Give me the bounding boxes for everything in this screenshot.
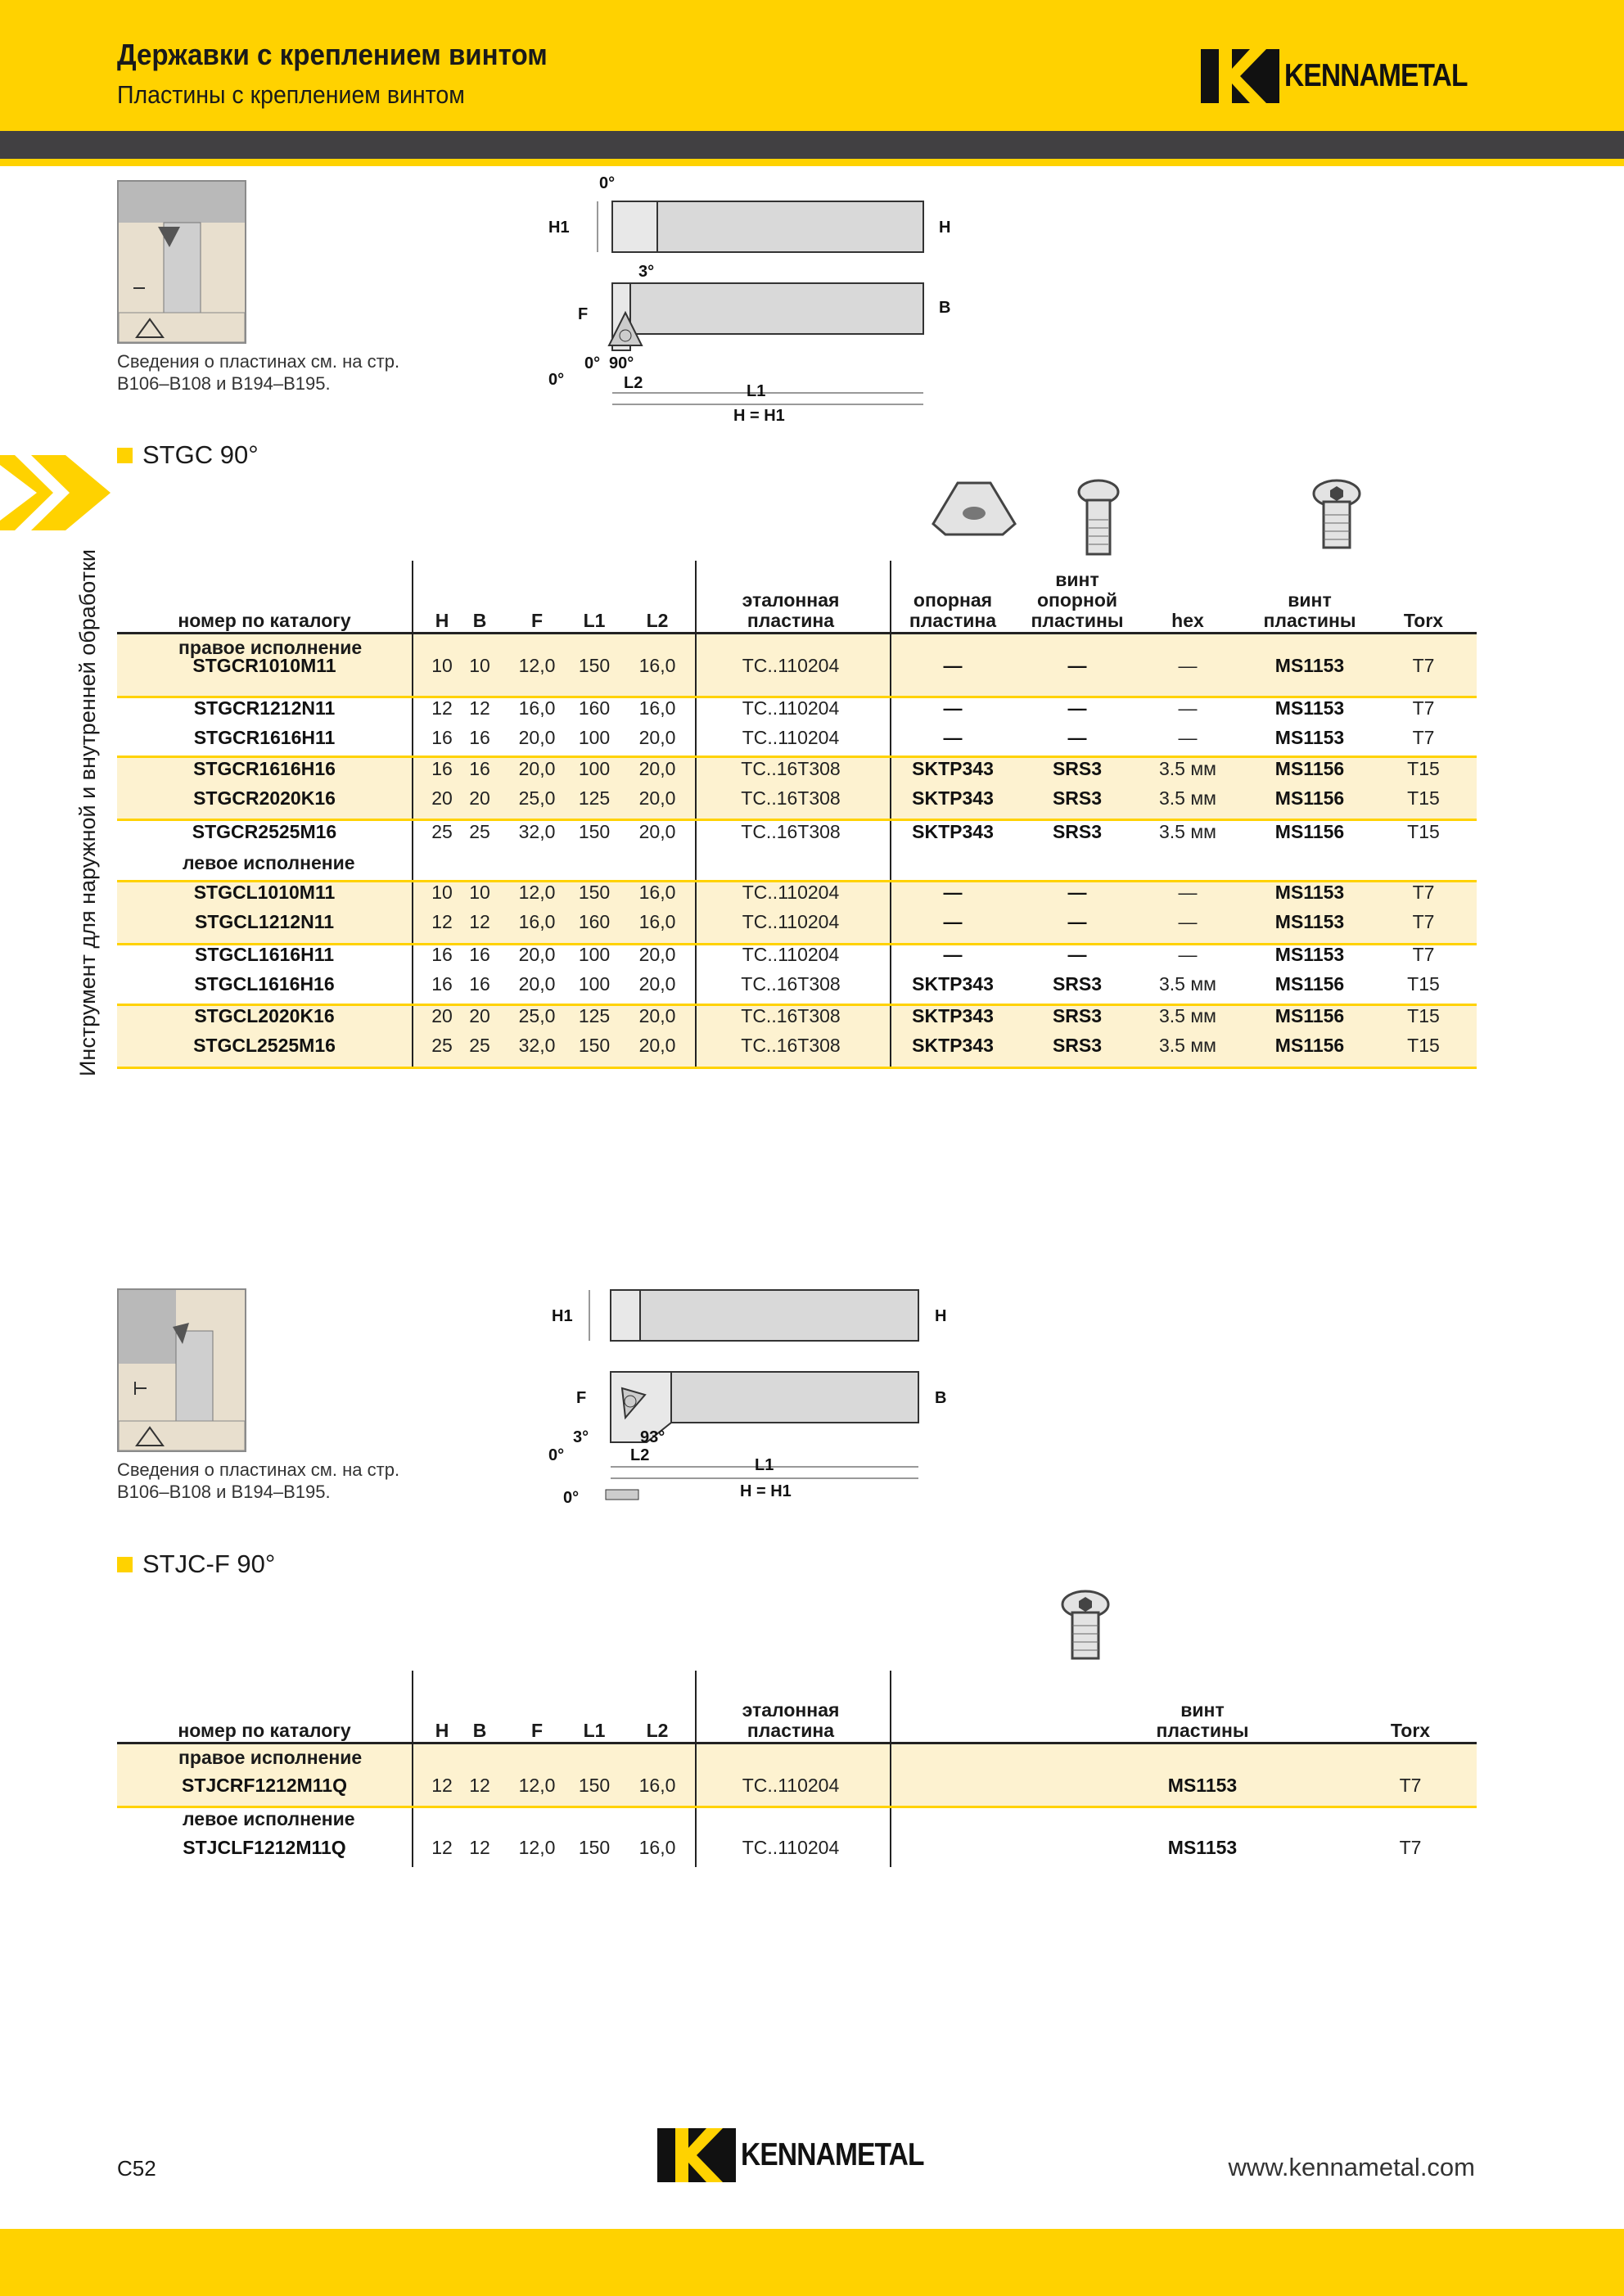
table-cell: TC..110204 — [742, 727, 840, 748]
table-cell: TC..16T308 — [741, 787, 841, 809]
col-header-f: F — [530, 1720, 544, 1741]
table-cell: 16,0 — [638, 655, 676, 676]
table-cell: 125 — [578, 1005, 611, 1026]
insert-screw-icon — [1310, 479, 1364, 561]
table-cell: TC..16T308 — [741, 821, 841, 842]
table-cell: TC..110204 — [742, 1837, 840, 1858]
diag2-l1-label: L1 — [755, 1456, 774, 1474]
page-subtitle: Пластины с креплением винтом — [117, 80, 465, 109]
row-sep — [117, 1067, 1477, 1069]
table-cell: 20,0 — [518, 758, 556, 779]
table-cell: T15 — [1407, 758, 1440, 779]
table-cell: SKTP343 — [912, 973, 994, 995]
table-cell: MS1153 — [1167, 1837, 1238, 1858]
col-header-h: H — [435, 1720, 449, 1741]
diag2-h-eq-label: H = H1 — [740, 1482, 792, 1500]
table-cell: — — [943, 911, 963, 932]
catalog-number-cell: STGCR2525M16 — [192, 821, 337, 842]
table-cell: T7 — [1399, 1837, 1422, 1858]
catalog-number-cell: STGCR1212N11 — [193, 697, 336, 719]
header-rule — [117, 1742, 1477, 1744]
table-cell: 150 — [578, 1035, 611, 1056]
yellow-square-icon — [117, 448, 133, 463]
table-cell: MS1156 — [1274, 821, 1345, 842]
col-header-shim-screw-1: винт — [1055, 569, 1099, 590]
table-cell: 16 — [469, 944, 490, 965]
diag1-h1-label: H1 — [548, 219, 570, 237]
section-chevron-icon — [0, 455, 111, 530]
table-cell: SKTP343 — [912, 787, 994, 809]
col-header-h: H — [435, 610, 449, 631]
table-cell: T15 — [1407, 973, 1440, 995]
table-cell: 16,0 — [638, 1775, 676, 1796]
table-cell: SKTP343 — [912, 821, 994, 842]
table-cell: 160 — [578, 911, 611, 932]
header-yellow-rule — [0, 159, 1624, 166]
table-cell: TC..110204 — [742, 697, 840, 719]
table-cell: 100 — [578, 973, 611, 995]
table-cell: 3.5 мм — [1159, 787, 1216, 809]
insert-info-caption-1: Сведения о пластинах см. на стр. B106–B108 и B194–B195. — [117, 351, 400, 394]
stjc-table — [117, 1667, 1477, 1866]
diag1-angle-0b: 0° — [548, 371, 565, 389]
holder-photo-1 — [117, 180, 246, 344]
col-header-catalog: номер по каталогу — [178, 1720, 351, 1741]
table-cell: SRS3 — [1052, 1005, 1103, 1026]
table-cell: MS1156 — [1274, 787, 1345, 809]
page-number: C52 — [117, 2156, 156, 2181]
diag2-f-label: F — [576, 1389, 587, 1407]
diag2-b-label: B — [935, 1389, 947, 1407]
page-header — [0, 0, 1624, 131]
table-cell: — — [1067, 882, 1087, 903]
table-cell: 16 — [431, 973, 453, 995]
table-cell: T15 — [1407, 821, 1440, 842]
holder-drawing-2 — [540, 1282, 966, 1527]
table-cell: 10 — [431, 882, 453, 903]
diag2-h1-label: H1 — [552, 1307, 573, 1325]
shim-screw-icon — [1074, 479, 1123, 561]
insert-info-caption-2: Сведения о пластинах см. на стр. B106–B108 и B194–B195. — [117, 1459, 400, 1502]
col-header-insert-1: эталонная — [742, 1699, 840, 1721]
website-link[interactable]: www.kennametal.com — [1228, 2153, 1475, 2181]
table-cell: 12 — [469, 911, 490, 932]
table-cell: 25 — [431, 821, 453, 842]
diag2-l2-label: L2 — [630, 1446, 650, 1464]
table-cell: 16,0 — [638, 911, 676, 932]
table-cell: TC..110204 — [742, 1775, 840, 1796]
table-cell: T7 — [1399, 1775, 1422, 1796]
table-cell: MS1153 — [1167, 1775, 1238, 1796]
col-header-torx: Torx — [1390, 1720, 1431, 1741]
table-cell: 20,0 — [638, 758, 676, 779]
diag2-h-label: H — [935, 1307, 947, 1325]
col-divider-1 — [412, 561, 413, 1068]
catalog-number-cell: STGCR1616H11 — [193, 727, 336, 748]
table-cell: 20,0 — [518, 727, 556, 748]
table-cell: 12,0 — [518, 1775, 556, 1796]
table-cell: 12 — [469, 1837, 490, 1858]
col-header-hex: hex — [1171, 610, 1204, 631]
catalog-number-cell: STGCL1010M11 — [193, 882, 336, 903]
diag1-angle-0a: 0° — [584, 354, 601, 372]
table-cell: — — [1178, 944, 1198, 965]
table-cell: TC..16T308 — [741, 758, 841, 779]
diag1-angle-3: 3° — [638, 263, 655, 281]
group-right-label: правое исполнение — [178, 637, 363, 658]
table-cell: T15 — [1407, 1035, 1440, 1056]
catalog-number-cell: STGCL2525M16 — [193, 1035, 336, 1056]
table-cell: 10 — [469, 882, 490, 903]
table-cell: TC..16T308 — [741, 1035, 841, 1056]
table-cell: T7 — [1412, 944, 1435, 965]
table-cell: TC..16T308 — [741, 1005, 841, 1026]
table-cell: MS1153 — [1274, 655, 1345, 676]
col-header-l2: L2 — [646, 1720, 669, 1741]
col-header-l1: L1 — [583, 1720, 606, 1741]
table-cell: MS1156 — [1274, 973, 1345, 995]
table-cell: 12 — [431, 911, 453, 932]
table-cell: 32,0 — [518, 821, 556, 842]
col-header-f: F — [530, 610, 544, 631]
kennametal-k-icon — [1201, 49, 1279, 103]
kennametal-k-icon — [657, 2128, 736, 2182]
col-header-shim-2: пластина — [909, 610, 997, 631]
table-cell: — — [943, 882, 963, 903]
table-cell: TC..110204 — [742, 655, 840, 676]
header-dark-bar — [0, 131, 1624, 159]
shim-insert-icon — [925, 479, 1022, 538]
table-cell: MS1156 — [1274, 1035, 1345, 1056]
table-cell: — — [1178, 882, 1198, 903]
table-cell: 3.5 мм — [1159, 1035, 1216, 1056]
table-cell: MS1156 — [1274, 1005, 1345, 1026]
table-cell: 25,0 — [518, 787, 556, 809]
table-cell: 20,0 — [638, 973, 676, 995]
table-cell: 32,0 — [518, 1035, 556, 1056]
col-header-l2: L2 — [646, 610, 669, 631]
table-cell: 20,0 — [638, 1035, 676, 1056]
table-cell: 3.5 мм — [1159, 973, 1216, 995]
col-header-screw-1: винт — [1288, 589, 1332, 611]
table-cell: T7 — [1412, 727, 1435, 748]
side-category-label: Инструмент для наружной и внутренней обработки — [75, 549, 100, 1076]
catalog-number-cell: STJCRF1212M11Q — [182, 1775, 347, 1796]
table-cell: — — [943, 727, 963, 748]
diag2-angle-0a: 0° — [548, 1446, 565, 1464]
col-header-shim-screw-2: опорной — [1036, 589, 1118, 611]
table-cell: — — [1178, 727, 1198, 748]
col-divider-3 — [890, 1671, 891, 1867]
table-cell: 20,0 — [638, 821, 676, 842]
group-left-label: левое исполнение — [183, 852, 355, 873]
table-cell: 12 — [469, 697, 490, 719]
table-cell: 16 — [431, 944, 453, 965]
table-cell: TC..16T308 — [741, 973, 841, 995]
yellow-square-icon — [117, 1557, 133, 1572]
catalog-number-cell: STJCLF1212M11Q — [183, 1837, 346, 1858]
table-cell: 150 — [578, 1837, 611, 1858]
diag1-l2-label: L2 — [624, 374, 643, 392]
col-header-screw-2: пластины — [1263, 610, 1356, 631]
holder-photo-2 — [117, 1288, 246, 1452]
table-cell: 12 — [469, 1775, 490, 1796]
col-header-insert-2: пластина — [747, 610, 835, 631]
table-cell: 16 — [469, 973, 490, 995]
table-cell: 20 — [431, 1005, 453, 1026]
table-cell: — — [1067, 911, 1087, 932]
table-cell: — — [1067, 944, 1087, 965]
table-cell: SRS3 — [1052, 1035, 1103, 1056]
table-cell: MS1156 — [1274, 758, 1345, 779]
diag2-angle-93: 93° — [640, 1428, 665, 1446]
table-cell: 12 — [431, 697, 453, 719]
col-header-shim-1: опорная — [913, 589, 993, 611]
diag2-angle-0b: 0° — [563, 1489, 580, 1507]
table-cell: 20,0 — [638, 787, 676, 809]
col-header-torx: Torx — [1403, 610, 1444, 631]
kennametal-logo — [1201, 49, 1497, 103]
table-cell: — — [943, 655, 963, 676]
table-cell: SRS3 — [1052, 821, 1103, 842]
table-cell: 16,0 — [518, 697, 556, 719]
col-header-insert-2: пластина — [747, 1720, 835, 1741]
table-cell: 150 — [578, 655, 611, 676]
table-cell: TC..110204 — [742, 882, 840, 903]
kennametal-wordmark: KENNAMETAL — [1284, 58, 1468, 93]
table-cell: MS1153 — [1274, 697, 1345, 719]
catalog-number-cell: STGCL2020K16 — [194, 1005, 335, 1026]
table-cell: 20,0 — [518, 973, 556, 995]
col-header-screw-1: винт — [1180, 1699, 1225, 1721]
table-cell: — — [1178, 655, 1198, 676]
diag1-angle-top: 0° — [599, 174, 616, 192]
col-header-catalog: номер по каталогу — [178, 610, 351, 631]
page-title: Державки с креплением винтом — [117, 38, 548, 71]
table-cell: 16,0 — [638, 697, 676, 719]
table-cell: SKTP343 — [912, 1035, 994, 1056]
table-cell: 16 — [431, 727, 453, 748]
insert-screw-icon-2 — [1058, 1590, 1112, 1671]
col-header-shim-screw-3: пластины — [1031, 610, 1124, 631]
table-cell: 12,0 — [518, 1837, 556, 1858]
table-cell: 16 — [469, 758, 490, 779]
table-cell: — — [1178, 911, 1198, 932]
catalog-number-cell: STGCL1616H16 — [194, 973, 335, 995]
table-cell: 20 — [431, 787, 453, 809]
table-cell: 16,0 — [638, 882, 676, 903]
table-cell: 150 — [578, 1775, 611, 1796]
table-cell: 12,0 — [518, 655, 556, 676]
table-cell: T7 — [1412, 911, 1435, 932]
table-cell: 125 — [578, 787, 611, 809]
table-cell: 160 — [578, 697, 611, 719]
table-cell: 100 — [578, 758, 611, 779]
catalog-number-cell: STGCR1010M11 — [192, 655, 336, 676]
col-header-screw-2: пластины — [1156, 1720, 1249, 1741]
diag2-angle-3: 3° — [573, 1428, 589, 1446]
kennametal-wordmark: KENNAMETAL — [741, 2137, 924, 2172]
col-header-insert-1: эталонная — [742, 589, 840, 611]
table-cell: 12 — [431, 1775, 453, 1796]
table-cell: 12 — [431, 1837, 453, 1858]
table-cell: 16,0 — [638, 1837, 676, 1858]
footer-kennametal-logo — [657, 2128, 954, 2182]
table-cell: T7 — [1412, 882, 1435, 903]
table-cell: — — [943, 944, 963, 965]
stgc-table — [117, 557, 1477, 1072]
table-cell: 10 — [469, 655, 490, 676]
table-cell: 150 — [578, 882, 611, 903]
table-cell: SKTP343 — [912, 1005, 994, 1026]
holder-drawing-1 — [540, 174, 966, 435]
table-cell: 20 — [469, 787, 490, 809]
table-cell: TC..110204 — [742, 911, 840, 932]
table-cell: SRS3 — [1052, 973, 1103, 995]
table-cell: — — [943, 697, 963, 719]
group-left-label: левое исполнение — [183, 1808, 355, 1829]
table-cell: 25 — [469, 1035, 490, 1056]
table-cell: 20,0 — [638, 1005, 676, 1026]
table-cell: 100 — [578, 727, 611, 748]
table-cell: SRS3 — [1052, 787, 1103, 809]
table-cell: 100 — [578, 944, 611, 965]
table-cell: T15 — [1407, 787, 1440, 809]
table-cell: MS1153 — [1274, 944, 1345, 965]
col-header-b: B — [472, 610, 487, 631]
diag1-l1-label: L1 — [747, 382, 766, 400]
table-cell: MS1153 — [1274, 911, 1345, 932]
table-cell: MS1153 — [1274, 727, 1345, 748]
catalog-number-cell: STGCR2020K16 — [193, 787, 336, 809]
table-cell: 3.5 мм — [1159, 1005, 1216, 1026]
table-cell: 20 — [469, 1005, 490, 1026]
table-cell: 10 — [431, 655, 453, 676]
footer-yellow-bar — [0, 2229, 1624, 2296]
diag1-h-eq-label: H = H1 — [733, 407, 785, 425]
diag1-angle-90: 90° — [609, 354, 634, 372]
table-cell: 3.5 мм — [1159, 821, 1216, 842]
table-cell: 16 — [469, 727, 490, 748]
table-cell: 150 — [578, 821, 611, 842]
table-cell: TC..110204 — [742, 944, 840, 965]
table-cell: 20,0 — [638, 727, 676, 748]
table-cell: 16 — [431, 758, 453, 779]
diag1-h-label: H — [939, 219, 951, 237]
table-cell: 3.5 мм — [1159, 758, 1216, 779]
table-cell: 25 — [431, 1035, 453, 1056]
table-cell: — — [1067, 697, 1087, 719]
diag1-f-label: F — [578, 305, 589, 323]
table-cell: T15 — [1407, 1005, 1440, 1026]
catalog-number-cell: STGCL1616H11 — [194, 944, 335, 965]
section-title-stgc: STGC 90° — [117, 440, 259, 470]
table-cell: T7 — [1412, 655, 1435, 676]
col-divider-1 — [412, 1671, 413, 1867]
catalog-number-cell: STGCL1212N11 — [194, 911, 335, 932]
table-cell: 20,0 — [518, 944, 556, 965]
section-title-stjc: STJC-F 90° — [117, 1549, 275, 1579]
col-header-b: B — [472, 1720, 487, 1741]
table-cell: 16,0 — [518, 911, 556, 932]
table-cell: 20,0 — [638, 944, 676, 965]
header-rule — [117, 632, 1477, 634]
table-cell: — — [1067, 727, 1087, 748]
table-cell: MS1153 — [1274, 882, 1345, 903]
table-cell: 25 — [469, 821, 490, 842]
col-header-l1: L1 — [583, 610, 606, 631]
diag1-b-label: B — [939, 299, 951, 317]
table-cell: T7 — [1412, 697, 1435, 719]
table-cell: 25,0 — [518, 1005, 556, 1026]
table-cell: — — [1178, 697, 1198, 719]
table-cell: — — [1067, 655, 1087, 676]
table-cell: 12,0 — [518, 882, 556, 903]
catalog-number-cell: STGCR1616H16 — [193, 758, 336, 779]
table-cell: SKTP343 — [912, 758, 994, 779]
table-cell: SRS3 — [1052, 758, 1103, 779]
group-right-label: правое исполнение — [178, 1747, 363, 1768]
